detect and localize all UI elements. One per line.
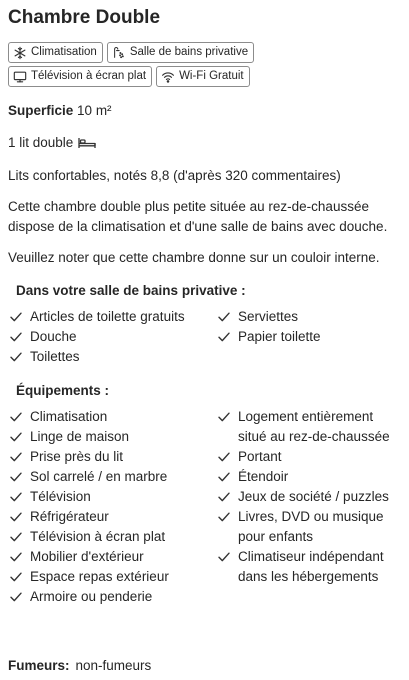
list-item-label: Articles de toilette gratuits — [30, 309, 185, 324]
list-item — [216, 447, 396, 467]
bathroom-list-left — [8, 307, 216, 367]
list-item-label: Climatisation — [30, 409, 108, 424]
list-item-label: Télévision à écran plat — [30, 529, 166, 544]
list-item-label: Étendoir — [238, 469, 289, 484]
smoking-value: non-fumeurs — [75, 658, 152, 673]
list-item-label: Portant — [238, 449, 282, 464]
facility-label: Climatisation — [31, 46, 97, 58]
room-title: Chambre Double — [8, 7, 161, 28]
room-size-label: Superficie — [8, 103, 74, 118]
checkmark-icon — [10, 531, 22, 543]
list-item-label: Mobilier d'extérieur — [30, 549, 144, 564]
list-item — [8, 427, 216, 447]
list-item — [216, 547, 396, 587]
list-item-label: Prise près du lit — [30, 449, 124, 464]
checkmark-icon — [218, 491, 230, 503]
facility-tag — [8, 42, 103, 63]
list-item-label: Linge de maison — [30, 429, 130, 444]
list-item-label: Toilettes — [30, 349, 80, 364]
checkmark-icon — [10, 411, 22, 423]
bed-text: 1 lit double — [8, 135, 74, 150]
facility-tag — [8, 66, 152, 87]
list-item — [8, 467, 216, 487]
list-item-label: Espace repas extérieur — [30, 569, 169, 584]
list-item — [8, 307, 216, 327]
bath-icon — [112, 46, 126, 60]
room-size-value: 10 m² — [77, 103, 112, 118]
list-item-label: Télévision — [30, 489, 91, 504]
smoking-label: Fumeurs: — [8, 658, 70, 673]
checkmark-icon — [218, 511, 230, 523]
list-item-label: Papier toilette — [238, 329, 321, 344]
checkmark-icon — [10, 431, 22, 443]
list-item — [8, 587, 216, 607]
list-item — [216, 307, 396, 327]
checkmark-icon — [10, 591, 22, 603]
list-item — [8, 547, 216, 567]
room-note: Veuillez noter que cette chambre donne sur un couloir interne. — [8, 250, 380, 265]
checkmark-icon — [10, 551, 22, 563]
room-description: Cette chambre double plus petite située au rez-de-chaussée dispose de la climatisation et d'une salle de bains avec douche. — [8, 199, 388, 234]
equipment-section-title: Équipements : — [16, 383, 110, 398]
equipment-list-right — [216, 407, 396, 607]
checkmark-icon — [10, 511, 22, 523]
list-item — [8, 447, 216, 467]
list-item — [8, 347, 216, 367]
list-item — [8, 407, 216, 427]
list-item — [216, 487, 396, 507]
facility-label: Salle de bains privative — [129, 46, 249, 58]
list-item-label: Douche — [30, 329, 77, 344]
list-item-label: Jeux de société / puzzles — [238, 489, 389, 504]
checkmark-icon — [218, 451, 230, 463]
list-item-label: Logement entièrement situé au rez-de-chaussée — [238, 409, 390, 444]
list-item — [8, 507, 216, 527]
checkmark-icon — [10, 491, 22, 503]
list-item-label: Armoire ou penderie — [30, 589, 153, 604]
list-item-label: Réfrigérateur — [30, 509, 109, 524]
checkmark-icon — [10, 471, 22, 483]
checkmark-icon — [218, 551, 230, 563]
wifi-icon — [161, 70, 175, 84]
list-item-label: Sol carrelé / en marbre — [30, 469, 168, 484]
facility-label: Télévision à écran plat — [31, 70, 147, 82]
facility-tag — [107, 42, 254, 63]
list-item — [8, 327, 216, 347]
checkmark-icon — [218, 411, 230, 423]
equipment-list-left — [8, 407, 216, 607]
list-item-label: Serviettes — [238, 309, 299, 324]
bed-info — [8, 133, 404, 152]
checkmark-icon — [10, 331, 22, 343]
list-item — [216, 327, 396, 347]
list-item — [216, 467, 396, 487]
bathroom-list-right — [216, 307, 396, 367]
facility-tags — [8, 42, 308, 87]
snowflake-icon — [13, 46, 27, 60]
list-item — [8, 527, 216, 547]
facility-label: Wi-Fi Gratuit — [179, 70, 244, 82]
bed-reviews: Lits confortables, notés 8,8 (d'après 320 commentaires) — [8, 168, 341, 183]
checkmark-icon — [218, 331, 230, 343]
bathroom-list — [8, 307, 404, 367]
checkmark-icon — [10, 571, 22, 583]
list-item — [216, 507, 396, 547]
list-item — [216, 407, 396, 447]
equipment-list — [8, 407, 404, 607]
bathroom-section-title: Dans votre salle de bains privative : — [16, 283, 246, 298]
room-size — [8, 101, 404, 120]
bed-icon — [78, 137, 96, 149]
checkmark-icon — [10, 351, 22, 363]
smoking-policy — [8, 656, 151, 675]
list-item-label: Livres, DVD ou musique pour enfants — [238, 509, 384, 544]
checkmark-icon — [218, 311, 230, 323]
list-item — [8, 567, 216, 587]
checkmark-icon — [218, 471, 230, 483]
tv-icon — [13, 70, 27, 84]
checkmark-icon — [10, 311, 22, 323]
facility-tag — [156, 66, 250, 87]
list-item — [8, 487, 216, 507]
checkmark-icon — [10, 451, 22, 463]
list-item-label: Climatiseur indépendant dans les hébergements — [238, 549, 384, 584]
